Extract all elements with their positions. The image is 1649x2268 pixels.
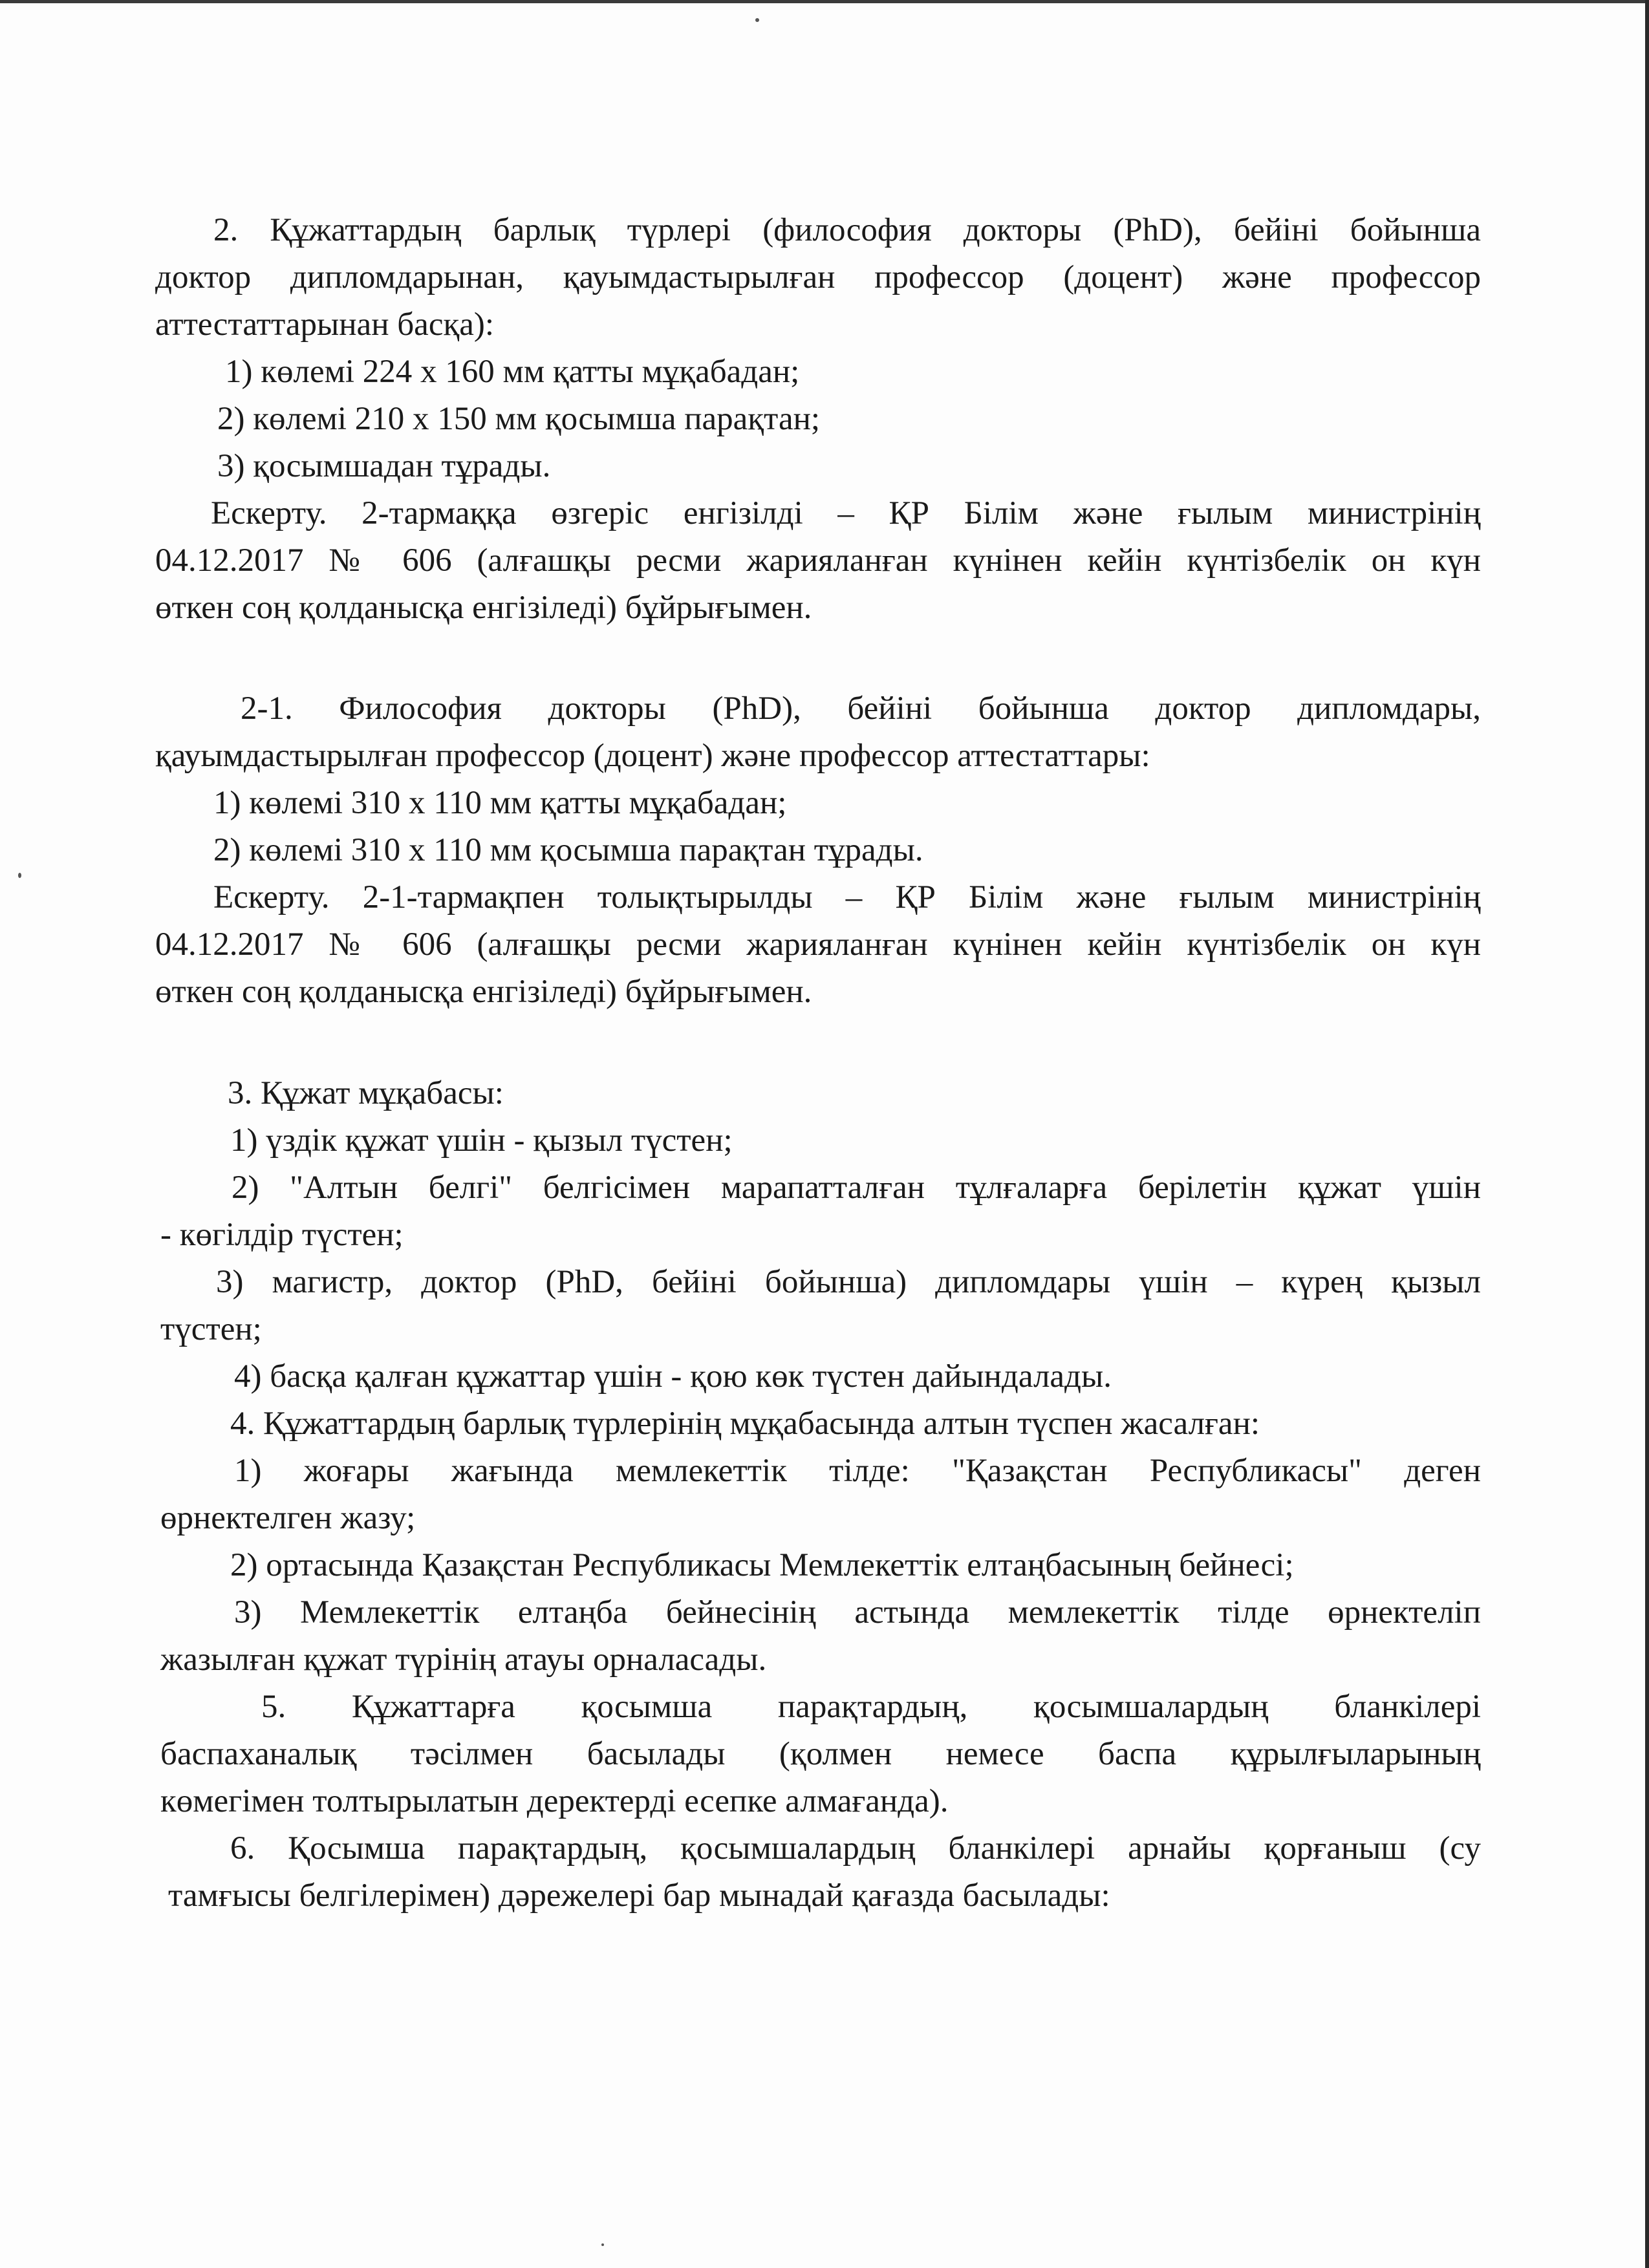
scan-speck (755, 18, 759, 22)
scan-edge-top (0, 0, 1649, 3)
scan-speck (601, 2243, 604, 2246)
list-item: 2) көлемі 210 х 150 мм қосымша парақтан; (217, 401, 821, 437)
paragraph-line: баспаханалық тәсілмен басылады (қолмен немесе баспа құрылғыларының (160, 1736, 1481, 1772)
paragraph-line: доктор дипломдарынан, қауымдастырылған профессор (доцент) және профессор (155, 259, 1481, 295)
paragraph-line: қауымдастырылған профессор (доцент) және профессор аттестаттары: (155, 738, 1150, 774)
note-line: 04.12.2017 № 606 (алғашқы ресми жарияланған күнінен кейін күнтізбелік он күн (155, 542, 1481, 579)
scan-edge-right (1645, 0, 1649, 2268)
list-item: 2) ортасында Қазақстан Республикасы Мемлекеттік елтаңбасының бейнесі; (230, 1547, 1294, 1583)
list-item: 1) көлемі 224 х 160 мм қатты мұқабадан; (225, 354, 800, 390)
list-item: 1) көлемі 310 х 110 мм қатты мұқабадан; (213, 785, 787, 821)
list-item: түстен; (160, 1311, 262, 1347)
note-line: Ескерту. 2-тармаққа өзгеріс енгізілді – ҚР Білім және ғылым министрінің (211, 495, 1481, 531)
paragraph-line: 6. Қосымша парақтардың, қосымшалардың бланкілері арнайы қорғаныш (су (230, 1830, 1481, 1867)
list-item: 1) жоғары жағында мемлекеттік тілде: "Қазақстан Республикасы" деген (234, 1453, 1481, 1489)
list-item: 1) үздік құжат үшін - қызыл түстен; (230, 1122, 733, 1159)
list-item: - көгілдір түстен; (160, 1217, 404, 1253)
list-item: 3) қосымшадан тұрады. (217, 448, 551, 484)
list-item: жазылған құжат түрінің атауы орналасады. (160, 1642, 767, 1678)
paragraph-line: тамғысы белгілерімен) дәрежелері бар мынадай қағазда басылады: (168, 1878, 1110, 1914)
paragraph-line: 4. Құжаттардың барлық түрлерінің мұқабасында алтын түспен жасалған: (230, 1406, 1260, 1442)
paragraph-line: 5. Құжаттарға қосымша парақтардың, қосымшалардың бланкілері (261, 1689, 1481, 1725)
note-line: 04.12.2017 № 606 (алғашқы ресми жарияланған күнінен кейін күнтізбелік он күн (155, 926, 1481, 963)
paragraph-line: көмегімен толтырылатын деректерді есепке алмағанда). (160, 1783, 949, 1819)
note-line: өткен соң қолданысқа енгізіледі) бұйрығымен. (155, 590, 812, 626)
list-item: 3) магистр, доктор (PhD, бейіні бойынша) дипломдары үшін – күрең қызыл (216, 1264, 1481, 1300)
paragraph-line: 2-1. Философия докторы (PhD), бейіні бойынша доктор дипломдары, (241, 690, 1481, 727)
list-item: 2) "Алтын белгі" белгісімен марапатталған тұлғаларға берілетін құжат үшін (232, 1170, 1481, 1206)
list-item: 3) Мемлекеттік елтаңба бейнесінің астында мемлекеттік тілде өрнектеліп (234, 1594, 1481, 1631)
note-line: Ескерту. 2-1-тармақпен толықтырылды – ҚР Білім және ғылым министрінің (213, 879, 1481, 915)
paragraph-line: 3. Құжат мұқабасы: (228, 1075, 504, 1111)
list-item: 4) басқа қалған құжаттар үшін - қою көк түстен дайындалады. (234, 1358, 1112, 1395)
list-item: өрнектелген жазу; (160, 1500, 416, 1536)
paragraph-line: аттестаттарынан басқа): (155, 306, 495, 343)
note-line: өткен соң қолданысқа енгізіледі) бұйрығымен. (155, 974, 812, 1010)
scan-speck (18, 873, 21, 878)
paragraph-line: 2. Құжаттардың барлық түрлері (философия докторы (PhD), бейіні бойынша (213, 212, 1481, 248)
list-item: 2) көлемі 310 х 110 мм қосымша парақтан тұрады. (213, 832, 923, 868)
